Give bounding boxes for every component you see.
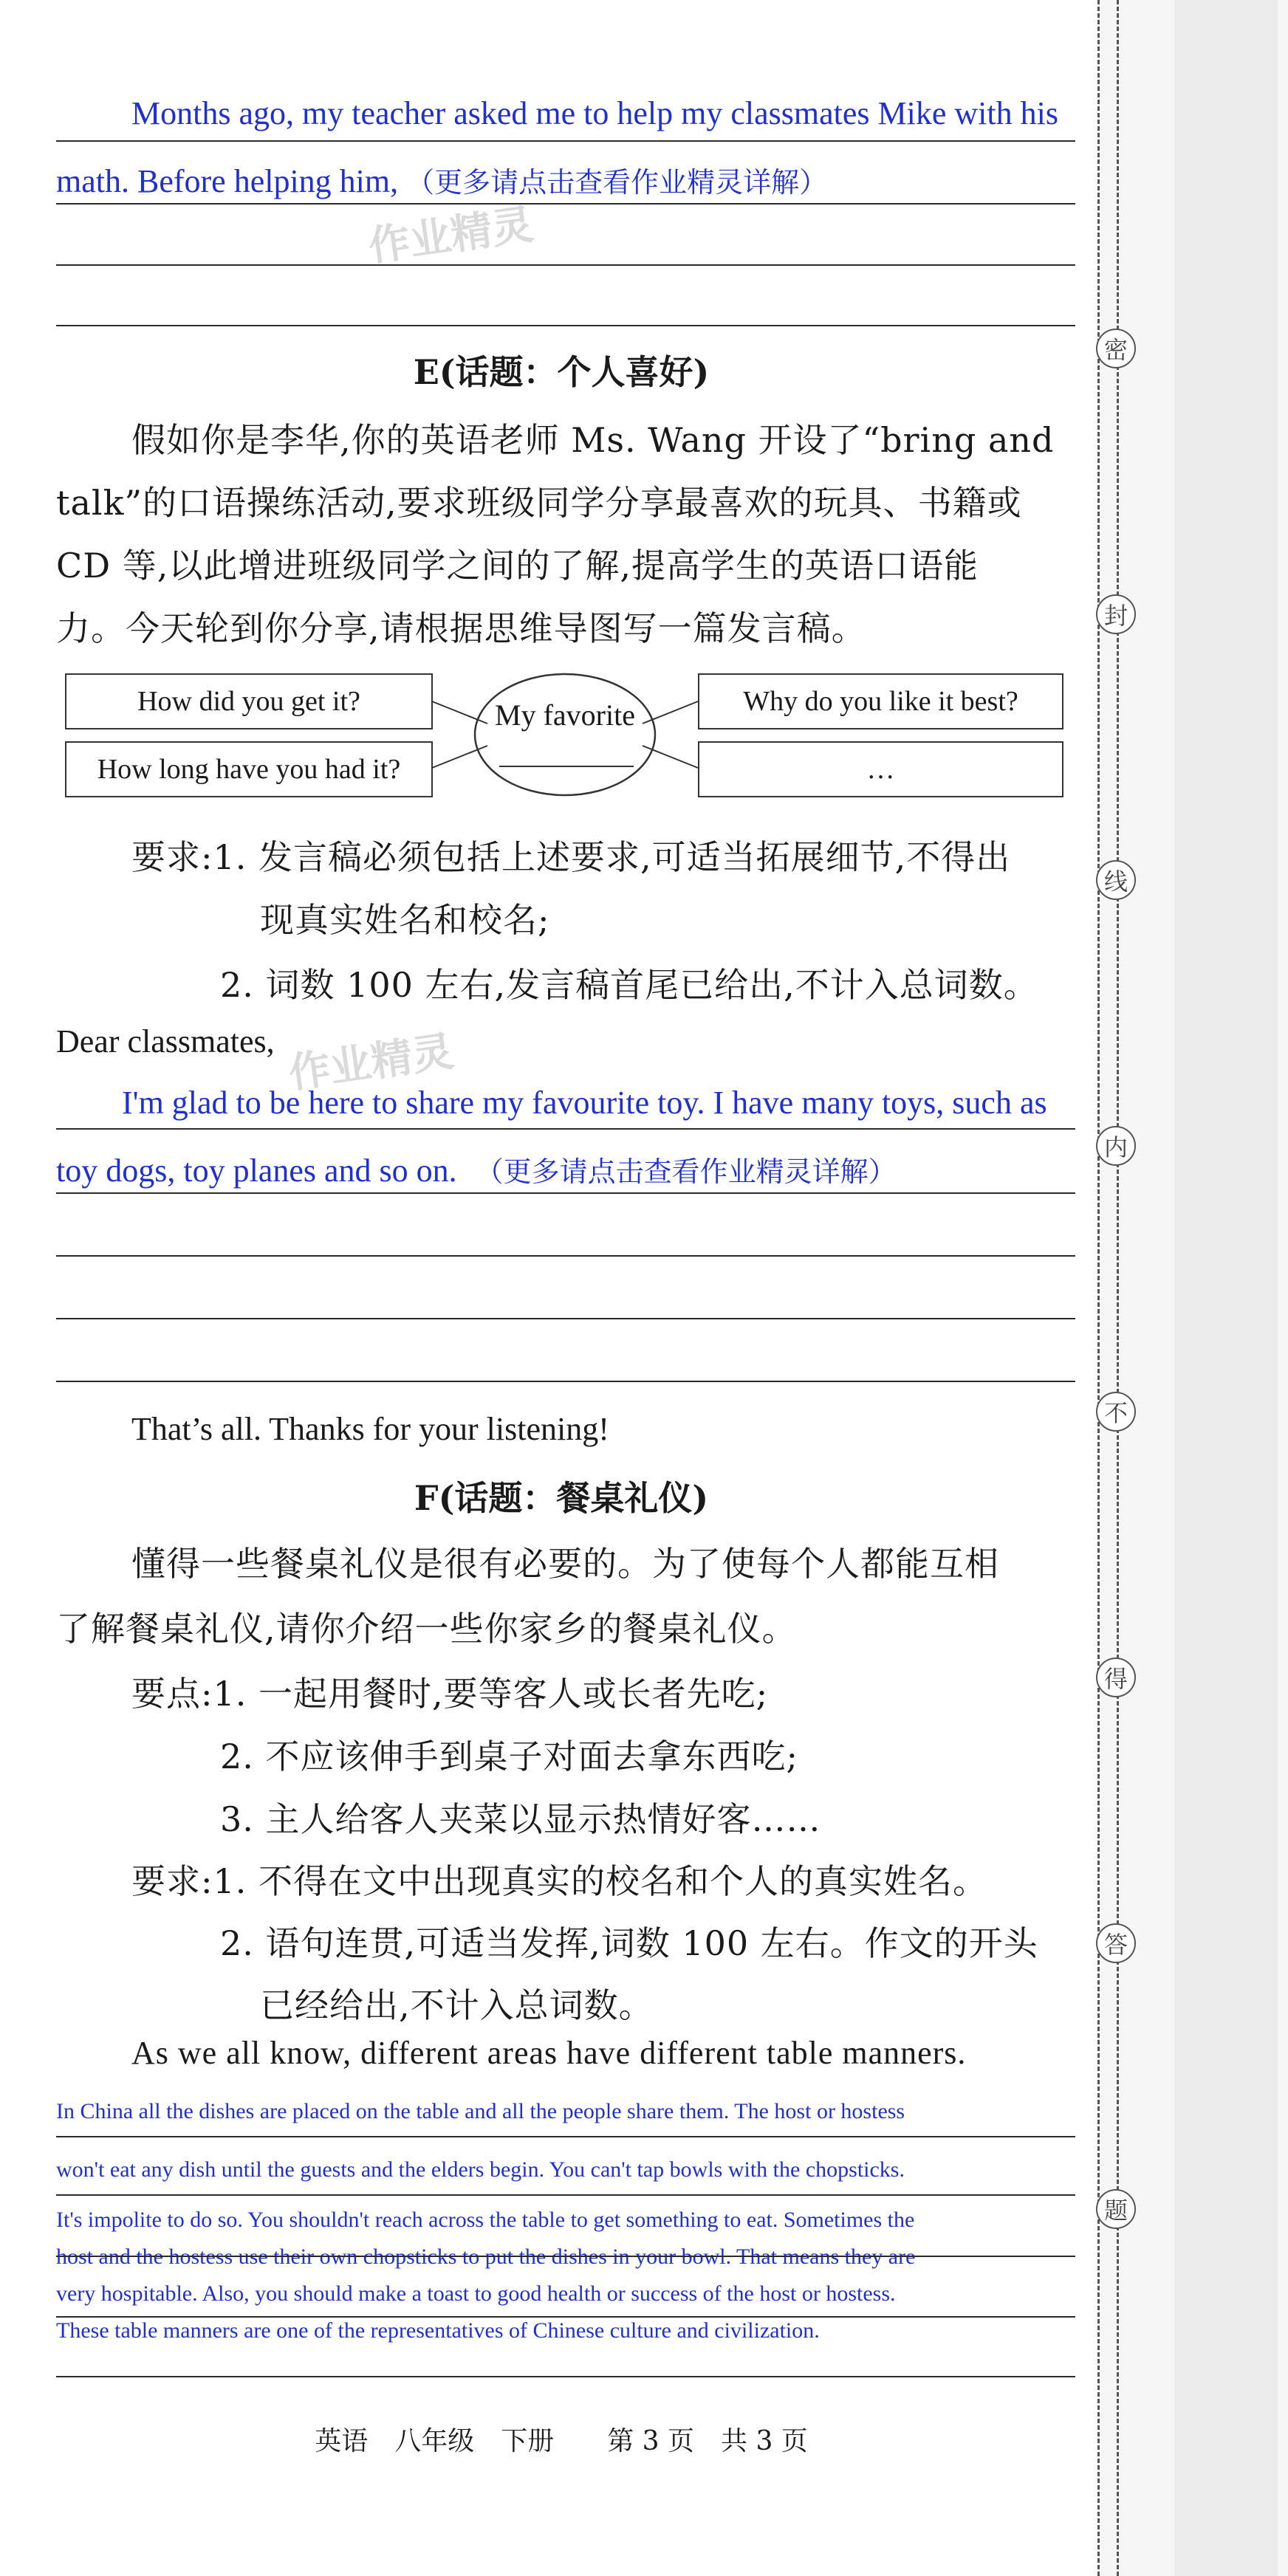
margin-char-nei: 内 [1096,1126,1136,1166]
mindmap-why-like: Why do you like it best? [698,673,1063,729]
writing-line [56,1192,1075,1194]
e-answer-line1: I'm glad to be here to share my favourite toy. I have many toys, such as [122,1085,1047,1121]
margin-char-feng: 封 [1096,594,1136,634]
f-answer-line6: These table manners are one of the representatives of Chinese culture and civilization. [56,2318,820,2343]
margin-char-xian: 线 [1096,860,1136,900]
e-greeting: Dear classmates, [56,1023,275,1059]
mindmap-how-get: How did you get it? [65,673,433,729]
d-answer-text: math. Before helping him, [56,163,399,199]
e-answer-text: toy dogs, toy planes and so on. [56,1153,457,1189]
e-prompt-line3: CD 等,以此增进班级同学之间的了解,提高学生的英语口语能 [56,546,979,585]
writing-line [56,2316,1075,2318]
writing-line [56,1381,1075,1382]
f-req-1: 要求:1. 不得在文中出现真实的校名和个人的真实姓名。 [131,1861,988,1901]
binding-margin-bar [1174,0,1278,2576]
e-req-line2: 现真实姓名和校名; [260,900,550,940]
f-req-3: 已经给出,不计入总词数。 [260,1985,654,2025]
writing-line [56,2256,1075,2257]
writing-line [56,1128,1075,1130]
margin-char-de: 得 [1096,1658,1136,1697]
writing-line [56,2376,1075,2377]
e-req-line3: 2. 词数 100 左右,发言稿首尾已给出,不计入总词数。 [220,965,1038,1005]
e-prompt-line4: 力。今天轮到你分享,请根据思维导图写一篇发言稿。 [56,608,866,648]
d-answer-line1: Months ago, my teacher asked me to help my classmates Mike with his [131,95,1058,131]
page-footer: 英语 八年级 下册 第 3 页 共 3 页 [315,2426,808,2456]
e-closing: That’s all. Thanks for your listening! [131,1411,609,1447]
f-prompt-line1: 懂得一些餐桌礼仪是很有必要的。为了使每个人都能互相 [131,1544,999,1584]
margin-char-ti: 题 [1096,2189,1136,2229]
writing-line [56,1255,1075,1257]
margin-char-bu: 不 [1096,1392,1136,1432]
margin-char-mi: 密 [1096,329,1136,368]
margin-char-da: 答 [1096,1923,1136,1963]
f-answer-line3: It's impolite to do so. You shouldn't reach across the table to get something to eat. Sometimes the [56,2208,915,2232]
watermark-zuoye-jingling: 作业精灵 [286,1027,457,1099]
section-f-heading: F(话题：餐桌礼仪) [414,1478,709,1518]
f-point-1: 要点:1. 一起用餐时,要等客人或长者先吃; [131,1674,769,1714]
f-answer-line2: won't eat any dish until the guests and the elders begin. You can't tap bowls with the chopsticks. [56,2157,905,2182]
view-detail-link[interactable]: （更多请点击查看作业精灵详解） [475,1155,897,1188]
f-answer-line1: In China all the dishes are placed on the table and all the people share them. The host or hostess [56,2099,905,2123]
f-answer-line5: very hospitable. Also, you should make a toast to good health or success of the host or hostess. [56,2281,896,2306]
writing-line [56,2136,1075,2137]
e-prompt-line1: 假如你是李华,你的英语老师 Ms. Wang 开设了“bring and [131,420,1055,460]
mindmap-center-label: My favorite [495,698,635,732]
f-req-2: 2. 语句连贯,可适当发挥,词数 100 左右。作文的开头 [220,1923,1038,1963]
writing-line [56,2194,1075,2196]
e-req-line1: 要求:1. 发言稿必须包括上述要求,可适当拓展细节,不得出 [131,837,1011,877]
watermark-zuoye-jingling: 作业精灵 [366,200,537,272]
f-point-2: 2. 不应该伸手到桌子对面去拿东西吃; [220,1737,799,1776]
view-detail-link[interactable]: （更多请点击查看作业精灵详解） [406,166,828,199]
e-answer-line2 [56,1149,897,1189]
mindmap-how-long: How long have you had it? [65,741,433,797]
writing-line [56,1318,1075,1319]
f-opening: As we all know, different areas have different table manners. [131,2035,967,2071]
e-prompt-line2: talk”的口语操练活动,要求班级同学分享最喜欢的玩具、书籍或 [56,483,1022,523]
f-point-3: 3. 主人给客人夹菜以显示热情好客…… [220,1799,821,1839]
section-e-heading: E(话题：个人喜好) [413,352,710,392]
f-prompt-line2: 了解餐桌礼仪,请你介绍一些你家乡的餐桌礼仪。 [56,1609,797,1649]
mindmap-more: … [698,741,1063,797]
f-answer-line4: host and the hostess use their own chopsticks to put the dishes in your bowl. That means they are [56,2244,916,2269]
